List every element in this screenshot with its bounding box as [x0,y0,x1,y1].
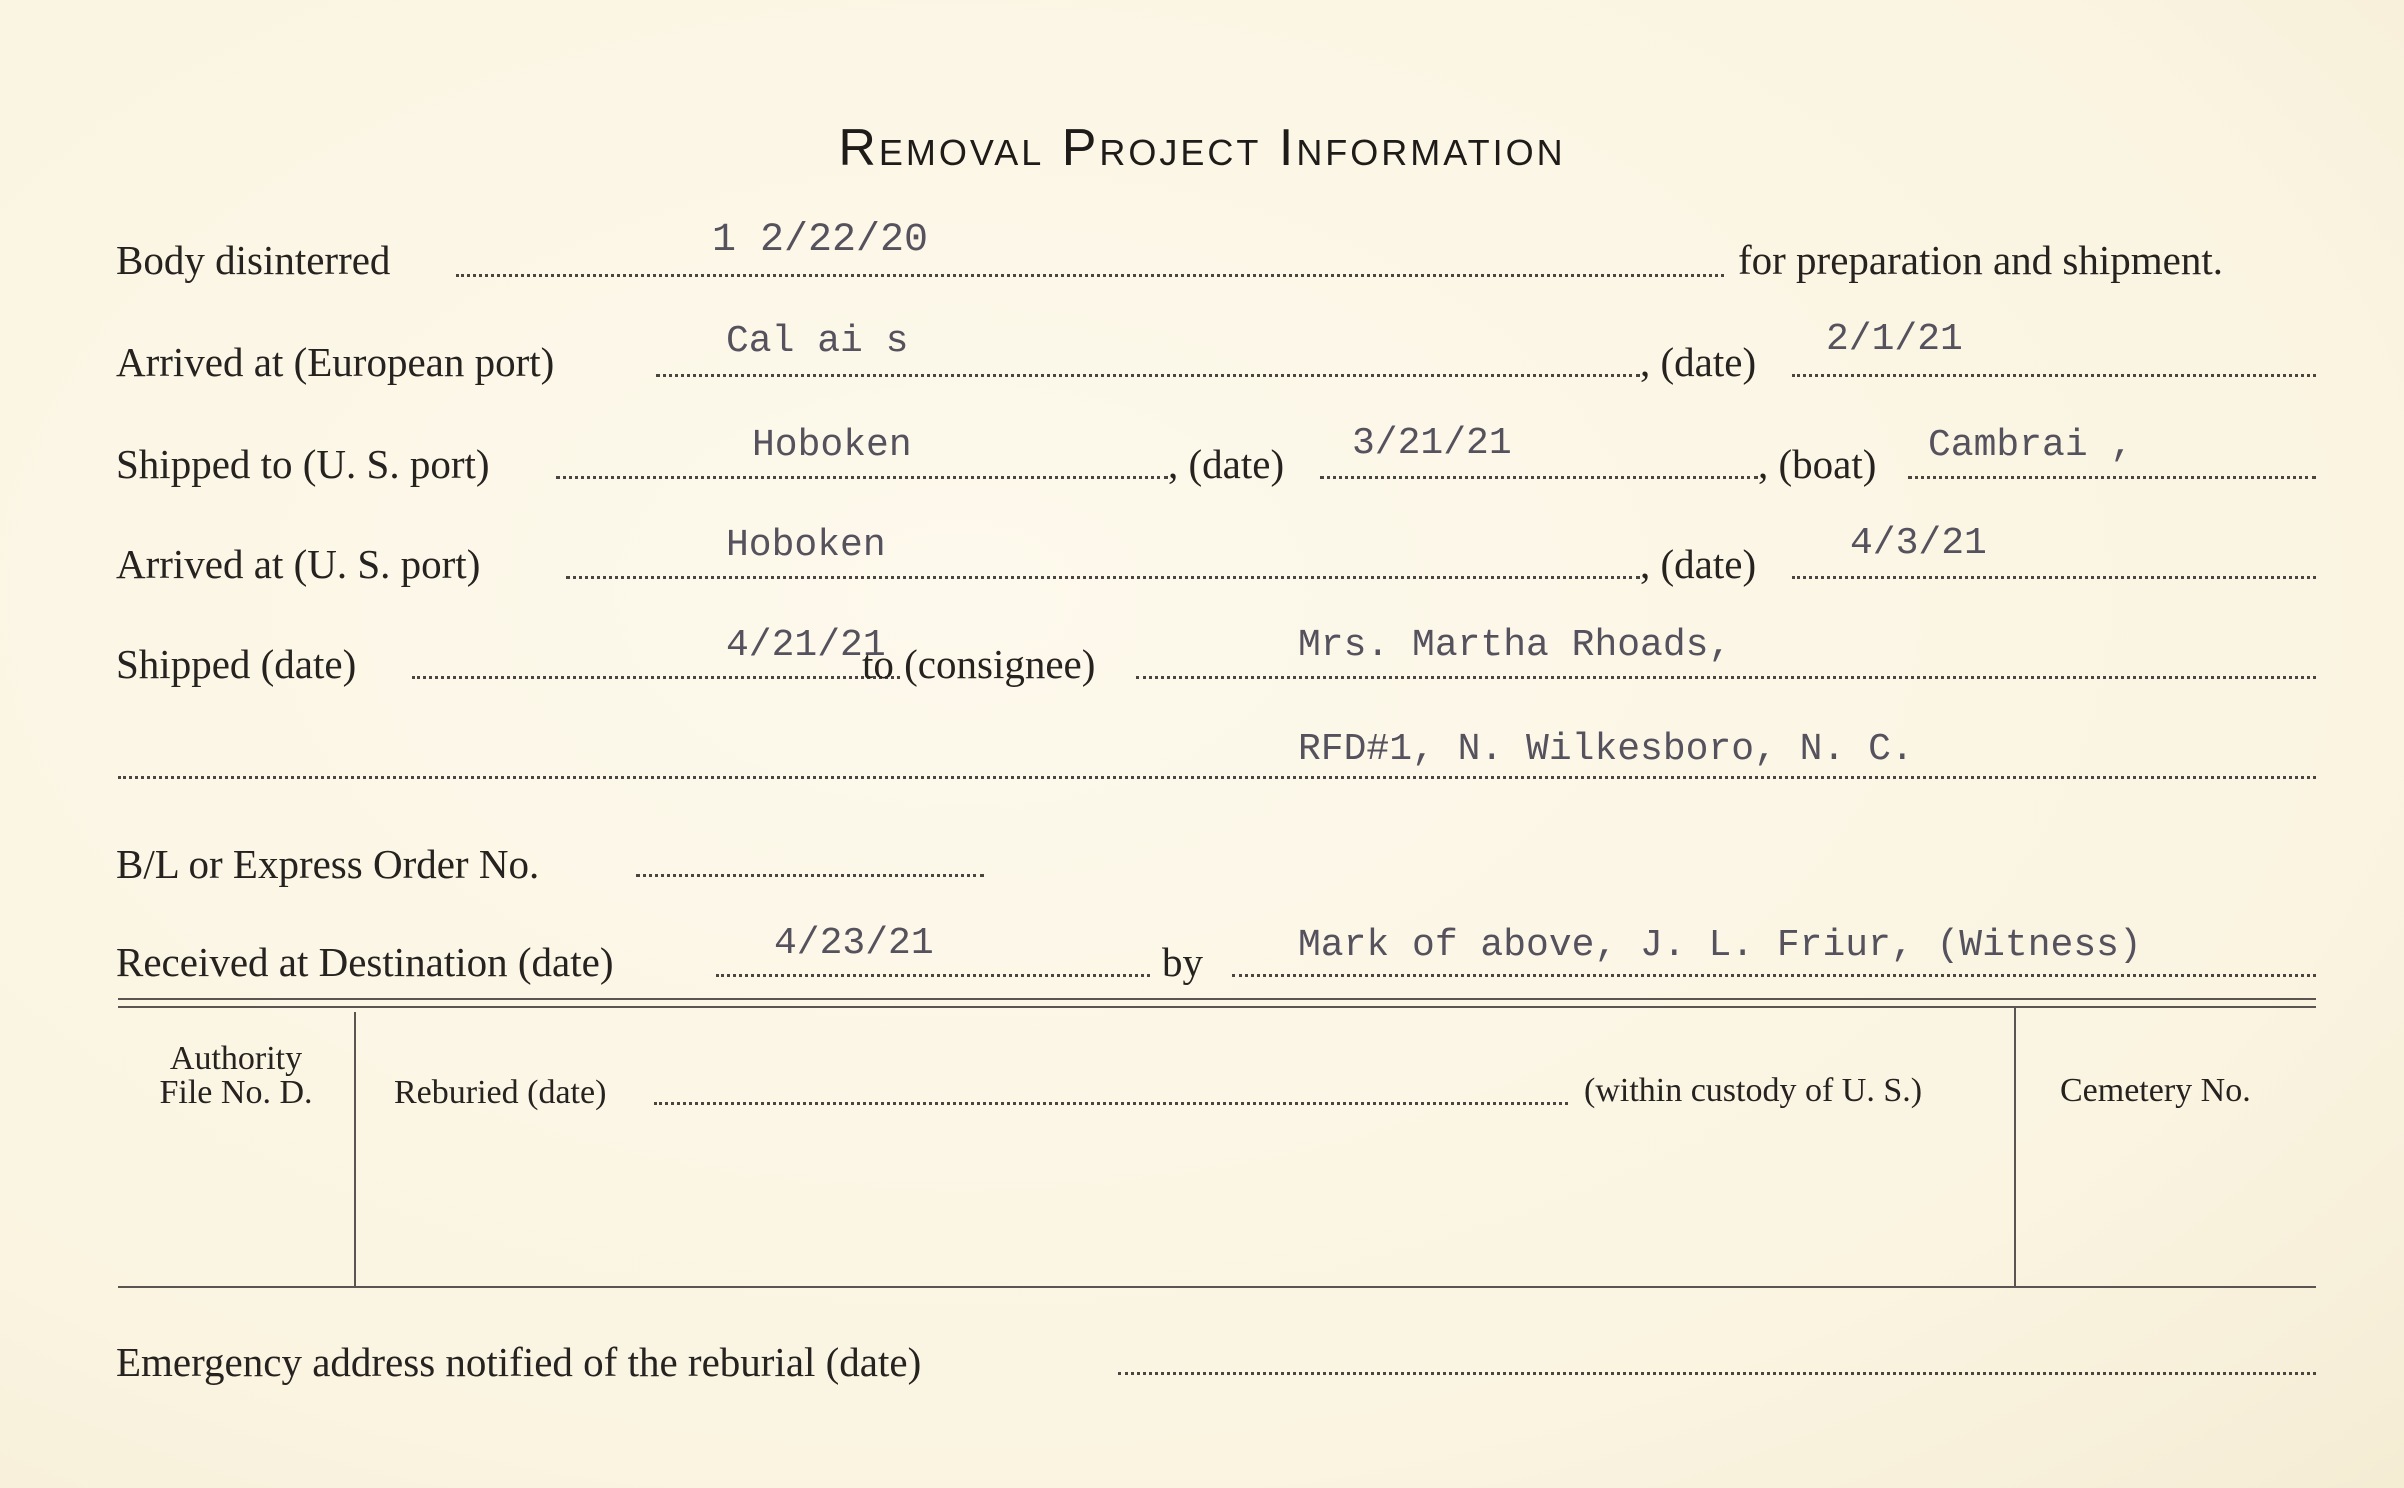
received-line [716,974,1150,977]
shipped-to-date-label: , (date) [1168,441,1285,487]
european-port-line [656,374,1640,377]
shipped-label: Shipped (date) [116,641,357,687]
card-title: Removal Project Information [838,119,1566,177]
reburied-line [654,1102,1568,1105]
consignee-address-line [118,776,2316,779]
reburied-label: Reburied (date) [394,1074,607,1111]
table-divider-right [2014,1008,2016,1286]
shipped-to-date-value: 3/21/21 [1352,422,1512,465]
disinterred-label: Body disinterred [116,237,391,283]
arrived-us-label: Arrived at (U. S. port) [116,541,481,587]
arrived-us-date-line [1792,576,2316,579]
shipped-to-date-line [1320,476,1758,479]
shipped-line [412,676,900,679]
european-date-line [1792,374,2316,377]
consignee-line [1136,676,2316,679]
consignee-address: RFD#1, N. Wilkesboro, N. C. [1298,728,1914,771]
bl-order-line [636,874,984,877]
emergency-label: Emergency address notified of the reburial (date) [116,1339,922,1385]
authority-label-line2: File No. D. [159,1074,313,1111]
bl-order-label: B/L or Express Order No. [116,841,540,887]
disinterred-date: 1 2/22/20 [712,218,929,263]
arrived-us-value: Hoboken [726,524,886,567]
shipped-to-line [556,476,1168,479]
by-label: by [1162,939,1203,985]
table-top-rule-2 [118,1006,2316,1008]
consignee-name: Mrs. Martha Rhoads, [1298,624,1732,667]
disinterred-suffix: for preparation and shipment. [1738,237,2224,283]
received-label: Received at Destination (date) [116,939,614,985]
authority-label-line1: Authority [169,1040,303,1077]
emergency-line [1118,1372,2316,1375]
arrived-us-date-label: , (date) [1640,541,1757,587]
shipped-date-value: 4/21/21 [726,624,886,667]
european-port-label: Arrived at (European port) [116,339,555,385]
received-by-value: Mark of above, J. L. Friur, (Witness) [1298,924,2142,967]
table-top-rule-1 [118,998,2316,1000]
european-date-value: 2/1/21 [1826,318,1963,361]
boat-label: , (boat) [1758,441,1877,487]
boat-line [1908,476,2316,479]
table-divider-left [354,1012,356,1286]
arrived-us-line [566,576,1640,579]
received-date-value: 4/23/21 [774,922,934,965]
shipped-to-value: Hoboken [752,424,912,467]
shipped-to-label: Shipped to (U. S. port) [116,441,490,487]
consignee-label: to (consignee) [862,641,1096,687]
arrived-us-date-value: 4/3/21 [1850,522,1987,565]
by-line [1232,974,2316,977]
european-date-label: , (date) [1640,339,1757,385]
european-port-value: Cal ai s [726,320,909,363]
boat-value: Cambrai , [1928,424,2134,467]
cemetery-label: Cemetery No. [2060,1072,2251,1109]
disinterred-line [456,274,1724,277]
table-bottom-rule [118,1286,2316,1288]
authority-label [120,1042,352,1110]
custody-label: (within custody of U. S.) [1584,1072,1923,1109]
